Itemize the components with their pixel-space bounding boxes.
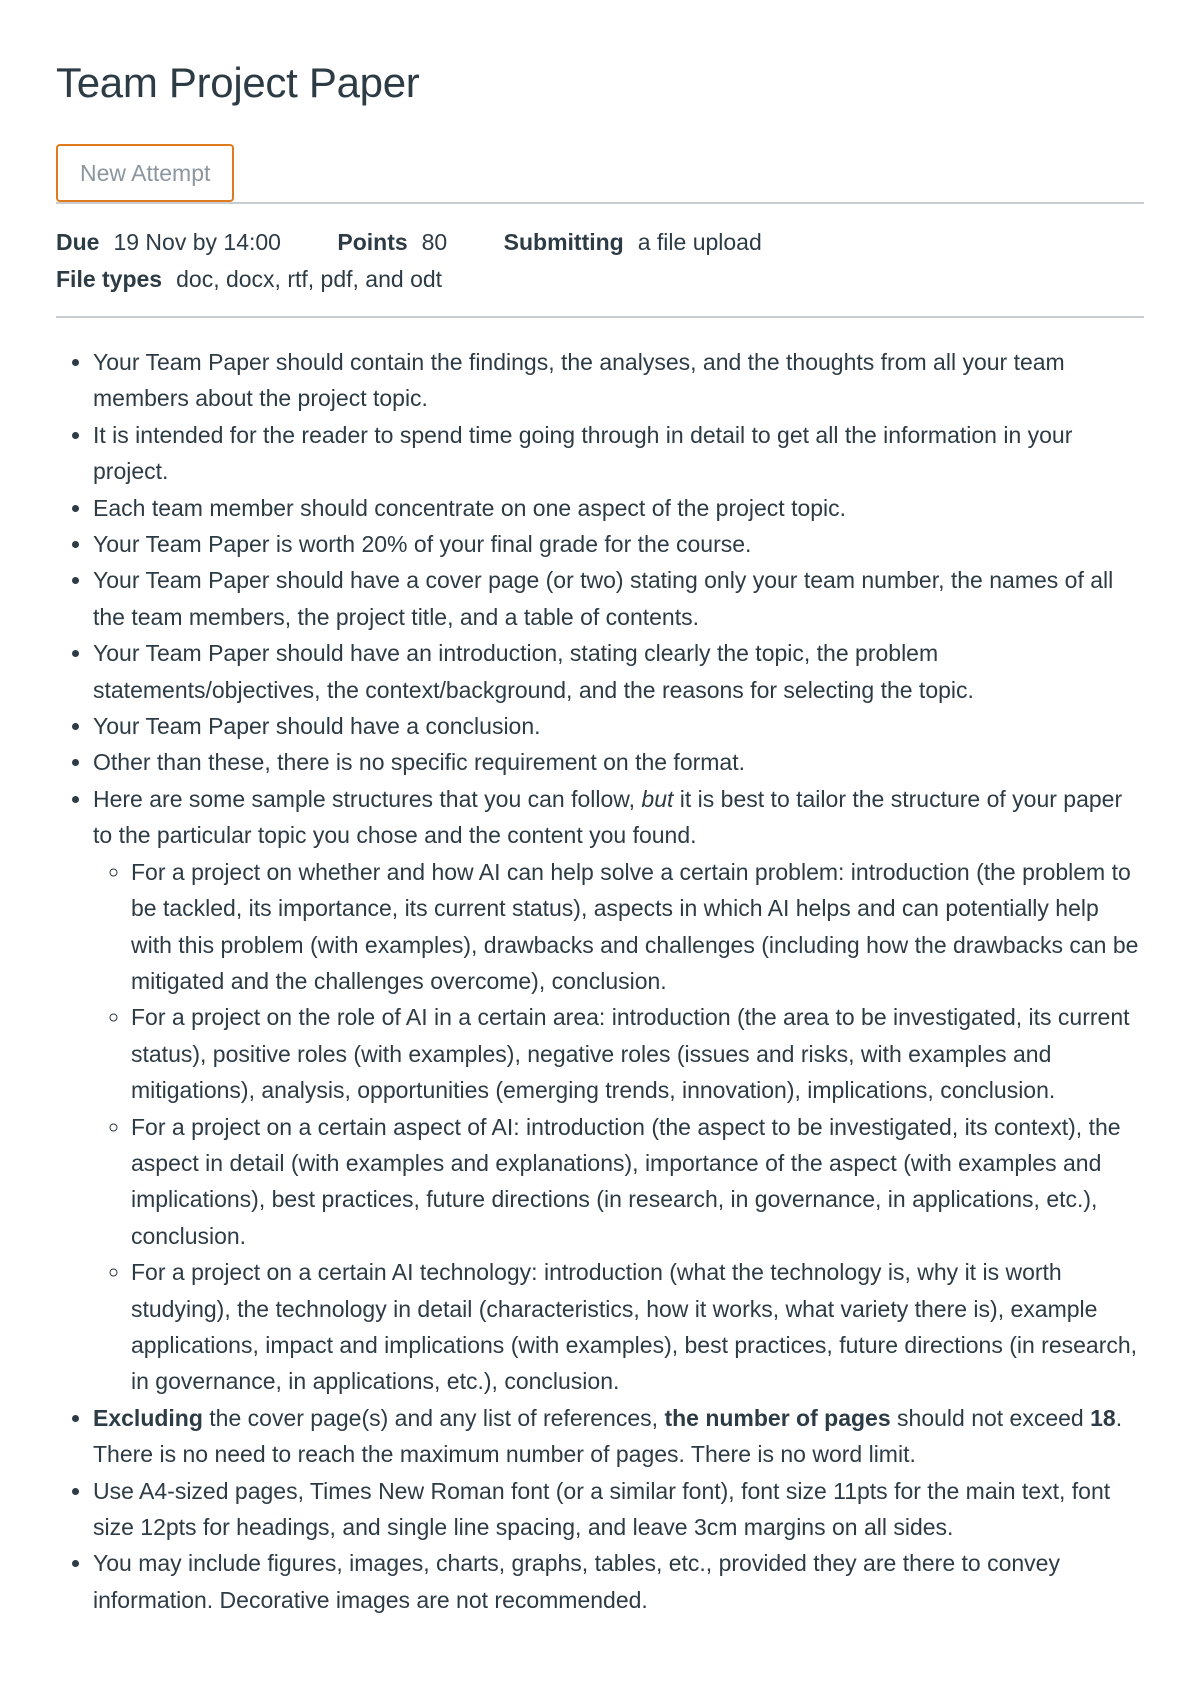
list-item: ◦ For a project on a certain aspect of AI: introduction (the aspect to be investigated, its context), the aspect in detail (with examples and explanations), importance of the aspect (with examples and implications), best practices, future directions (in research, in governance, in applications, etc.), conclusion.	[131, 1109, 1144, 1255]
due-label: Due	[56, 229, 100, 255]
submitting-item	[504, 224, 762, 261]
list-item	[93, 781, 1144, 1400]
list-item-text: it is best to tailor the structure of your paper to the particular topic you chose and the content you found.	[93, 785, 1123, 849]
requirements-list	[56, 344, 1144, 1618]
points-label: Points	[337, 229, 408, 255]
due-value: 19 Nov by 14:00	[113, 229, 281, 255]
list-item: • Your Team Paper should have a cover page (or two) stating only your team number, the names of all the team members, the project title, and a table of contents.	[93, 562, 1144, 635]
points-value: 80	[421, 229, 448, 255]
list-item: ◦ For a project on a certain AI technology: introduction (what the technology is, why it is worth studying), the technology in detail (characteristics, how it works, what variety there is), example applications, impact and implications (with examples), best practices, future directions (in research, in governance, in applications, etc.), conclusion.	[131, 1254, 1144, 1400]
list-item-text: the cover page(s) and any list of references,	[202, 1404, 665, 1431]
list-item-text: Here are some sample structures that you can follow,	[93, 785, 642, 812]
bold-text: Excluding	[93, 1404, 203, 1431]
list-item: • You may include figures, images, charts, graphs, tables, etc., provided they are there to convey information. Decorative images are not recommended.	[93, 1545, 1144, 1618]
list-item: • Your Team Paper should contain the findings, the analyses, and the thoughts from all your team members about the project topic.	[93, 344, 1144, 417]
list-item: • Each team member should concentrate on one aspect of the project topic.	[93, 490, 1144, 526]
list-item-text: should not exceed	[890, 1404, 1091, 1431]
list-item: • Your Team Paper should have an introduction, stating clearly the topic, the problem statements/objectives, the context/background, and the reasons for selecting the topic.	[93, 635, 1144, 708]
submitting-value: a file upload	[637, 229, 762, 255]
details-row-1	[56, 224, 1144, 261]
page-title: Team Project Paper	[56, 59, 420, 106]
due-item	[56, 224, 281, 261]
points-item	[337, 224, 447, 261]
submitting-label: Submitting	[503, 229, 624, 255]
sample-structures-list	[93, 854, 1144, 1400]
bold-text: 18	[1090, 1404, 1116, 1431]
list-item: ◦ For a project on the role of AI in a certain area: introduction (the area to be investigated, its current status), positive roles (with examples), negative roles (issues and risks, with examples and mitigations), analysis, opportunities (emerging trends, innovation), implications, conclusion.	[131, 999, 1144, 1108]
list-item: ◦ For a project on whether and how AI can help solve a certain problem: introduction (the problem to be tackled, its importance, its current status), aspects in which AI helps and can potentially help with this problem (with examples), drawbacks and challenges (including how the drawbacks can be mitigated and the challenges overcome), conclusion.	[131, 854, 1144, 1000]
assignment-details	[56, 204, 1144, 316]
assignment-description	[56, 318, 1144, 1618]
emphasis-text: but	[641, 785, 674, 812]
bold-text: the number of pages	[664, 1404, 891, 1431]
list-item: • Your Team Paper is worth 20% of your final grade for the course.	[93, 526, 1144, 562]
list-item-text: . There is no need to reach the maximum number of pages. There is no word limit.	[93, 1404, 1123, 1468]
list-item: • Your Team Paper should have a conclusion.	[93, 708, 1144, 744]
file-types-value: doc, docx, rtf, pdf, and odt	[176, 266, 443, 292]
file-types-label: File types	[56, 266, 163, 292]
file-types-item	[56, 261, 442, 298]
new-attempt-button[interactable]: New Attempt	[56, 144, 234, 202]
list-item	[93, 1400, 1144, 1473]
details-row-2	[56, 261, 1144, 298]
list-item: • Other than these, there is no specific requirement on the format.	[93, 744, 1144, 780]
list-item: • It is intended for the reader to spend time going through in detail to get all the information in your project.	[93, 417, 1144, 490]
list-item: • Use A4-sized pages, Times New Roman font (or a similar font), font size 11pts for the main text, font size 12pts for headings, and single line spacing, and leave 3cm margins on all sides.	[93, 1473, 1144, 1546]
